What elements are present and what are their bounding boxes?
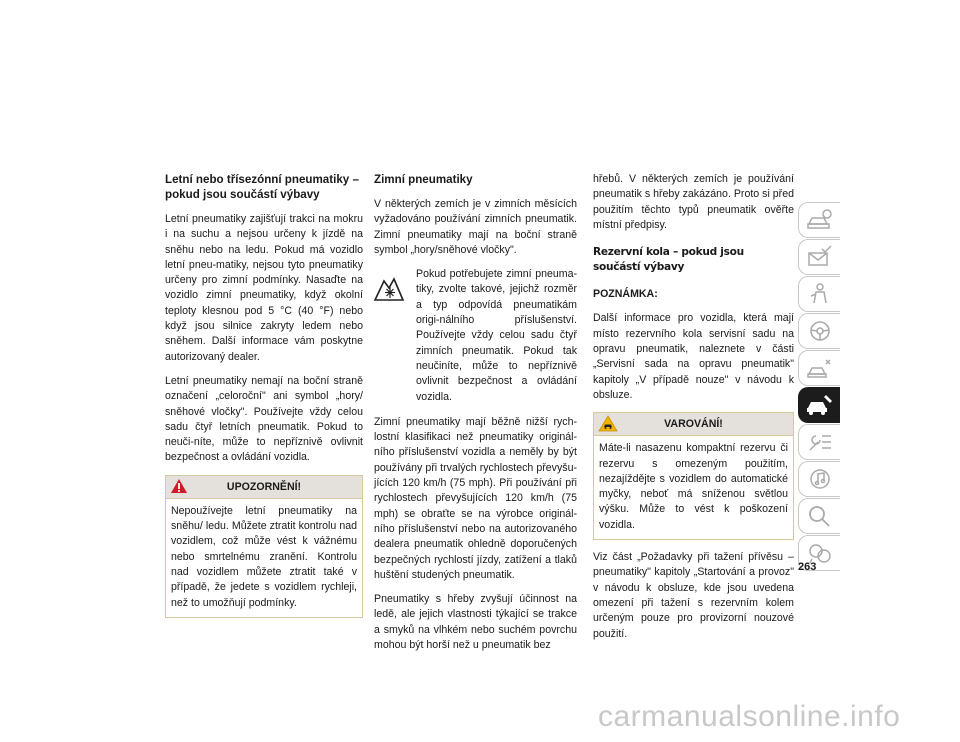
warning-text: Máte-li nasazenu kompaktní rezervu či rezervu s omezeným použitím, nezajíždějte s vozidlem do automatické myčky, neboť má sníženou světlou výšku. Může to vést k poškození vozidla. [599, 442, 788, 531]
paragraph: Pneumatiky s hřeby zvyšují účinnost na ledě, ale jejich vlastnosti týkající se trakce a smyků na vlhkém nebo suchém povrchu mohou být horší než u pneumatik bez [374, 593, 577, 652]
warning-header [594, 413, 793, 436]
column-2 [374, 172, 577, 662]
section-heading-winter-tires: Zimní pneumatiky [374, 173, 473, 186]
tab-multimedia[interactable] [798, 461, 840, 497]
note-text: Další informace pro vozidla, která mají místo rezervního kola servisní sadu na opravu pneumatik, naleznete v části „Servisní sada na opravu pneumatik" kapitoly „V případě nouze" v návodu k obsluze. [593, 312, 794, 401]
chapter-tabs [798, 202, 840, 572]
caution-box [165, 475, 363, 618]
car-service-icon [806, 393, 834, 417]
paragraph: Viz část „Požadavky při tažení přívěsu – pneumatiky" kapitoly „Startování a provoz" v návodu k obsluze, kde jsou uvedena omezení při tažení s rezervním kolem určeným pouze pro provizorní nouzové použití. [593, 551, 794, 640]
section-heading-summer-tires: Letní nebo třísezónní pneumatiky – pokud jsou součástí výbavy [165, 173, 359, 201]
page-number: 263 [798, 561, 817, 573]
tab-seat[interactable] [798, 276, 840, 312]
magnifier-icon [806, 504, 834, 528]
envelope-check-icon [806, 245, 834, 269]
tab-search[interactable] [798, 498, 840, 534]
seat-person-icon [806, 282, 834, 306]
tab-crash[interactable] [798, 350, 840, 386]
paragraph: Pokud potřebujete zimní pneuma-tiky, zvolte takové, jejichž rozměr a typ odpovídá pneumatikám origi-nálního příslušenství. Používejte vždy celou sadu čtyř zimních pneumatik. Pokud tak neučiníte, může to nepříznivě ovlivnit bezpečnost a ovládání vozidla. [416, 268, 577, 403]
paragraph: Letní pneumatiky nemají na boční straně označení „celoroční" ani symbol „hory/ sněhové vločky". Používejte vždy celou sadu čtyř letních pneumatik. Pokud to neuči-níte, může to nepříznivě ovlivnit bezpečnost a ovládání vozidla. [165, 374, 363, 464]
column-1 [165, 172, 363, 618]
paragraph: Zimní pneumatiky mají běžně nižší rych-lostní klasifikaci než pneumatiky originál-ního příslušenství vozidla a neměly by být používány při trvalých rychlostech převyšu-jících 120 km/h (75 mph). Při používání při rychlostech převyšujících 120 km/h (75 mph) se obraťte se na výrobce originál-ního příslušenství nebo na autorizovaného dealera pneumatik ohledně doporučených bezpečných rychlostí jízdy, zatížení a tlaků huštění studených pneumatik. [374, 415, 577, 581]
wrench-list-icon [806, 430, 834, 454]
section-heading-spare-wheels: Rezervní kola – pokud jsou součástí výbavy [593, 246, 744, 274]
mountain-snowflake-icon [374, 267, 416, 405]
caution-title: UPOZORNĚNÍ! [226, 480, 302, 493]
watermark: carmanualsonline.info [598, 700, 901, 733]
warning-title: VAROVÁNÍ! [664, 418, 723, 431]
tab-car-info[interactable] [798, 202, 840, 238]
tab-envelope[interactable] [798, 239, 840, 275]
steering-wheel-icon [806, 319, 834, 343]
warning-box [593, 412, 794, 540]
paragraph: V některých zemích je v zimních měsících vyžadováno používání zimních pneumatik. Zimní pneumatiky mají na boční straně symbol „hory/sněhové vločky". [374, 198, 577, 256]
caution-header [166, 476, 362, 499]
tab-maintenance[interactable] [798, 424, 840, 460]
tab-steering[interactable] [798, 313, 840, 349]
paragraph: hřebů. V některých zemích je používání pneumatik s hřeby zakázáno. Proto si před použitím těchto typů pneumatik ověřte místní předpisy. [593, 173, 794, 231]
caution-text: Nepoužívejte letní pneumatiky na sněhu/ ledu. Můžete ztratit kontrolu nad vozidlem, což může vést k vážnému nebo smrtelnému zranění. Kontrolu nad vozidlem můžete ztratit také v případě, že jedete s vozidlem rychleji, než to umožňují podmínky. [171, 504, 357, 609]
car-crash-icon [806, 356, 834, 380]
snowflake-paragraph [374, 267, 577, 405]
music-note-icon [806, 467, 834, 491]
car-info-icon [806, 208, 834, 232]
column-3 [593, 172, 794, 651]
paragraph: Letní pneumatiky zajišťují trakci na mokru i na suchu a nejsou určeny k jízdě na sněhu nebo na ledu. Pokud má vozidlo letní pneu-matiky, nejsou tyto pneumatiky určeny pro zimní podmínky. Nasaďte na vozidlo zimní pneumatiky, když okolní teploty klesnou pod 5 °C (40 °F) nebo když jsou silnice zakryty ledem nebo sněhem. Další informace vám poskytne autorizovaný dealer. [165, 213, 363, 363]
tab-service[interactable] [798, 387, 840, 423]
note-title: POZNÁMKA: [593, 288, 658, 301]
